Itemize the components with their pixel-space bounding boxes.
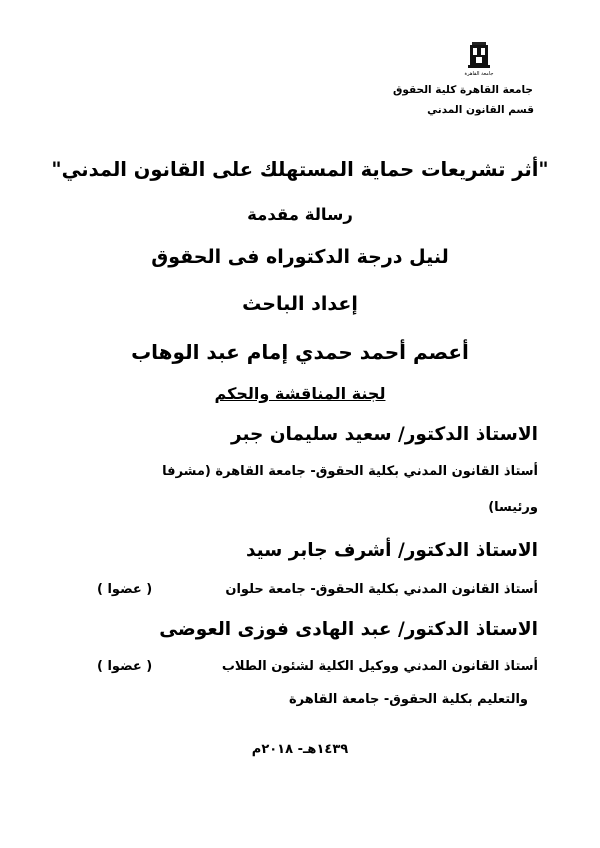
member-1-description-cont: ورئيسا) — [488, 500, 538, 515]
degree-statement: لنيل درجة الدكتوراه فى الحقوق — [151, 246, 449, 268]
member-1-description: أستاذ القانون المدني بكلية الحقوق- جامعة القاهرة (مشرفا — [162, 464, 538, 479]
emblem-caption: جامعة القاهرة — [464, 71, 494, 77]
member-3-description-cont: والتعليم بكلية الحقوق- جامعة القاهرة — [288, 692, 528, 707]
member-3-role: ( عضوا ) — [97, 659, 153, 674]
member-3-description: أستاذ القانون المدني ووكيل الكلية لشئون الطلاب — [221, 659, 538, 674]
thesis-title: "أثر تشريعات حماية المستهلك على القانون المدني" — [51, 158, 549, 181]
member-2-name: الاستاذ الدكتور/ أشرف جابر سيد — [245, 540, 538, 561]
university-faculty: جامعة القاهرة كلية الحقوق — [392, 84, 533, 96]
member-2-description: أستاذ القانون المدني بكلية الحقوق- جامعة حلوان — [225, 582, 538, 597]
member-3-name: الاستاذ الدكتور/ عبد الهادى فوزى العوضى — [159, 619, 538, 640]
member-1-name: الاستاذ الدكتور/ سعيد سليمان جبر — [230, 424, 538, 445]
department-name: قسم القانون المدني — [427, 104, 534, 116]
thesis-subtitle: رسالة مقدمة — [247, 205, 353, 224]
prepared-by-label: إعداد الباحث — [242, 293, 358, 315]
researcher-name: أعصم أحمد حمدي إمام عبد الوهاب — [131, 340, 469, 364]
member-2-role: ( عضوا ) — [97, 582, 153, 597]
committee-heading: لجنة المناقشة والحكم — [214, 384, 386, 403]
date: ١٤٣٩هـ- ٢٠١٨م — [251, 742, 349, 757]
